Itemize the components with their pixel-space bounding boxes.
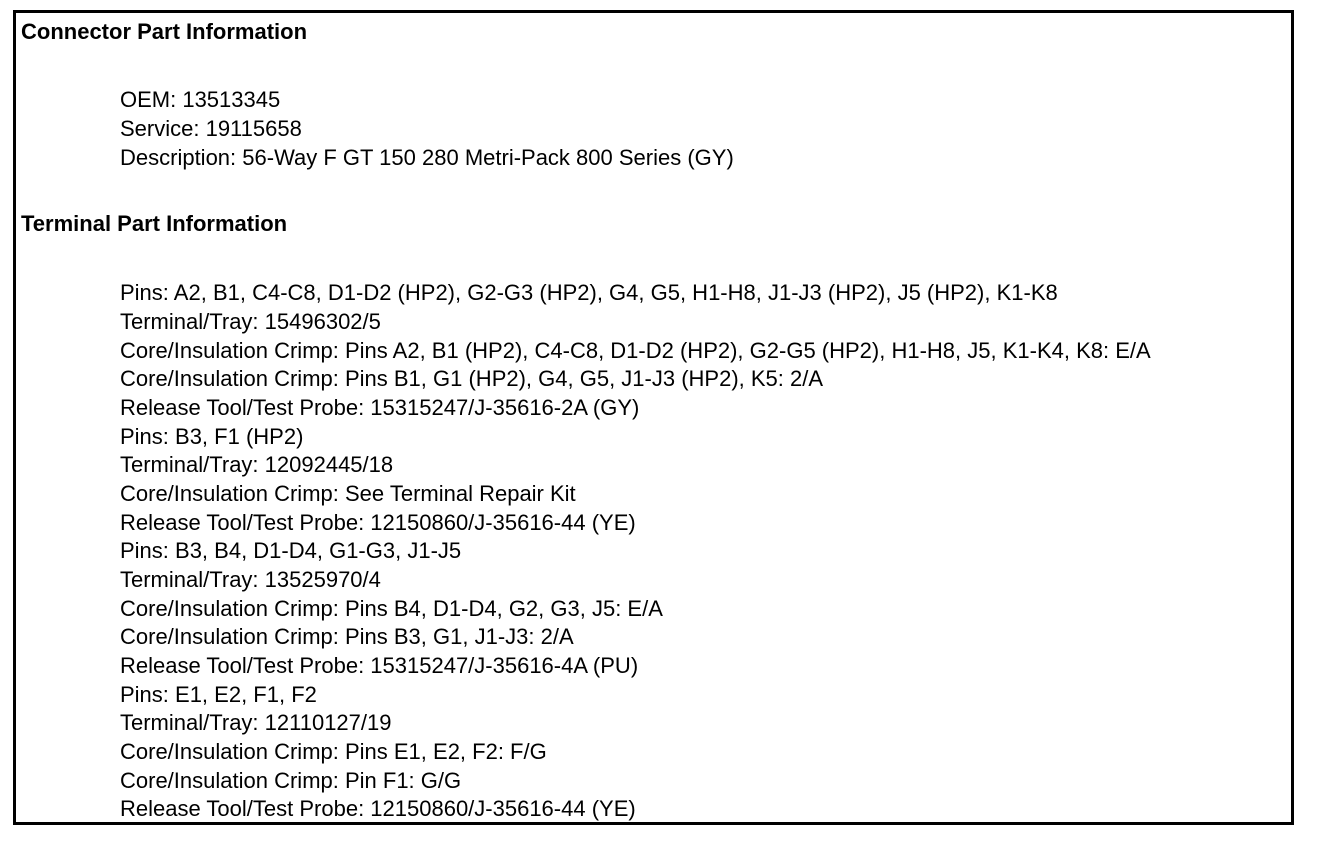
connector-description: Description: 56-Way F GT 150 280 Metri-Pack 800 Series (GY) (120, 145, 734, 170)
terminal-line: Core/Insulation Crimp: Pins E1, E2, F2: F/G (120, 739, 547, 764)
terminal-line: Pins: A2, B1, C4-C8, D1-D2 (HP2), G2-G3 (HP2), G4, G5, H1-H8, J1-J3 (HP2), J5 (HP2), K1-K8 (120, 280, 1058, 305)
terminal-heading: Terminal Part Information (21, 211, 288, 236)
terminal-line: Core/Insulation Crimp: Pins B1, G1 (HP2), G4, G5, J1-J3 (HP2), K5: 2/A (120, 366, 824, 391)
terminal-line: Pins: E1, E2, F1, F2 (120, 682, 317, 707)
terminal-line: Core/Insulation Crimp: Pin F1: G/G (120, 768, 462, 793)
terminal-line: Terminal/Tray: 15496302/5 (120, 309, 381, 334)
terminal-line: Release Tool/Test Probe: 12150860/J-35616-44 (YE) (120, 796, 636, 821)
terminal-line: Release Tool/Test Probe: 12150860/J-35616-44 (YE) (120, 510, 636, 535)
terminal-line: Terminal/Tray: 12092445/18 (120, 452, 394, 477)
terminal-line: Pins: B3, F1 (HP2) (120, 424, 304, 449)
terminal-line: Pins: B3, B4, D1-D4, G1-G3, J1-J5 (120, 538, 462, 563)
terminal-line: Core/Insulation Crimp: Pins B4, D1-D4, G2, G3, J5: E/A (120, 596, 663, 621)
connector-service: Service: 19115658 (120, 116, 302, 141)
terminal-line: Terminal/Tray: 12110127/19 (120, 710, 392, 735)
connector-oem: OEM: 13513345 (120, 87, 281, 112)
connector-heading: Connector Part Information (21, 19, 308, 44)
terminal-line: Core/Insulation Crimp: Pins B3, G1, J1-J3: 2/A (120, 624, 574, 649)
terminal-line: Terminal/Tray: 13525970/4 (120, 567, 381, 592)
terminal-line: Core/Insulation Crimp: See Terminal Repair Kit (120, 481, 576, 506)
terminal-line: Release Tool/Test Probe: 15315247/J-35616-4A (PU) (120, 653, 639, 678)
terminal-line: Core/Insulation Crimp: Pins A2, B1 (HP2), C4-C8, D1-D2 (HP2), G2-G5 (HP2), H1-H8, J5, K1-K4, K8: E/A (120, 338, 1151, 363)
terminal-line: Release Tool/Test Probe: 15315247/J-35616-2A (GY) (120, 395, 640, 420)
